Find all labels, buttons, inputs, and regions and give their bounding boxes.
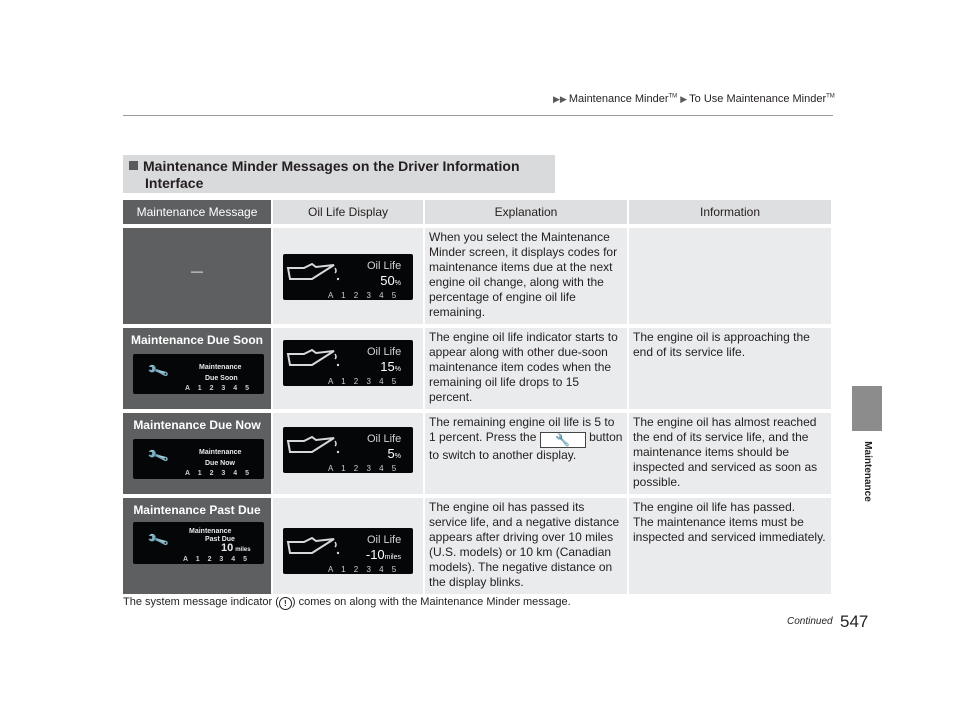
header-rule — [123, 115, 833, 116]
table-row — [123, 224, 833, 324]
information-cell: The engine oil has almost reached the end of its service life, and the maintenance items should be inspected and serviced as soon as possible. — [629, 409, 833, 494]
message-label: Maintenance Due Soon — [130, 333, 264, 347]
breadcrumb-separator-icon: ▶ — [680, 94, 688, 104]
maintenance-screen — [133, 354, 264, 394]
message-label: Maintenance Past Due — [133, 503, 261, 517]
maintenance-codes: A 1 2 3 4 5 — [328, 565, 400, 574]
screen-line2: Past Due — [205, 536, 235, 543]
table-row — [123, 409, 833, 494]
message-cell — [123, 494, 273, 594]
oil-life-unit: miles — [384, 554, 401, 561]
oil-life-cell — [273, 409, 425, 494]
bullet-square-icon — [129, 161, 138, 170]
wrench-icon: 🔧 — [146, 528, 171, 553]
continued-label: Continued — [787, 616, 833, 627]
screen-distance-value: 10 — [221, 542, 234, 554]
explanation-cell: When you select the Maintenance Minder screen, it displays codes for maintenance items due at the next engine oil change, along with the percentage of engine oil life remaining. — [425, 224, 629, 324]
maintenance-codes: A 1 2 3 4 5 — [185, 385, 252, 392]
trademark: TM — [826, 93, 835, 100]
table-row — [123, 494, 833, 594]
message-cell — [123, 224, 273, 324]
oil-life-title: Oil Life — [367, 260, 402, 272]
wrench-icon: 🔧 — [146, 444, 171, 469]
oil-life-title: Oil Life — [367, 346, 402, 358]
column-header-explanation: Explanation — [425, 200, 629, 224]
oil-can-icon — [286, 433, 342, 459]
message-cell — [123, 409, 273, 494]
note-text-before: The system message indicator ( — [123, 596, 279, 608]
oil-can-icon — [286, 260, 342, 286]
oil-life-number: 15 — [380, 359, 395, 374]
oil-life-number: 50 — [380, 273, 395, 288]
side-tab-text: Maintenance — [861, 440, 873, 502]
oil-can-icon — [286, 346, 342, 372]
maintenance-codes: A 1 2 3 4 5 — [185, 470, 252, 477]
maintenance-codes: A 1 2 3 4 5 — [328, 377, 400, 386]
screen-line1: Maintenance — [199, 364, 242, 371]
trademark: TM — [668, 93, 678, 100]
breadcrumb-part1[interactable]: Maintenance Minder — [568, 93, 669, 105]
oil-can-icon — [286, 534, 342, 560]
section-title-line2: Interface — [145, 175, 204, 191]
breadcrumb — [553, 93, 835, 105]
oil-life-cell — [273, 324, 425, 409]
explanation-text-part2: button to switch to another display. — [429, 430, 623, 462]
wrench-icon: 🔧 — [146, 359, 171, 384]
breadcrumb-arrow-icon: ▶▶ — [553, 94, 567, 104]
oil-life-display — [283, 528, 413, 574]
oil-life-unit: % — [394, 453, 401, 460]
page-number: 547 — [840, 612, 869, 631]
oil-life-display — [283, 340, 413, 386]
oil-life-unit: % — [394, 280, 401, 287]
information-cell: The engine oil is approaching the end of its service life. — [629, 324, 833, 409]
maintenance-codes: A 1 2 3 4 5 — [183, 556, 250, 563]
explanation-text-part1: The remaining engine oil life is 5 to 1 percent. Press the — [429, 415, 615, 444]
oil-life-number: 5 — [387, 446, 395, 461]
side-tab-marker[interactable] — [852, 386, 882, 431]
table-header-row — [123, 200, 833, 224]
column-header-oil-life: Oil Life Display — [273, 200, 425, 224]
maintenance-codes: A 1 2 3 4 5 — [328, 291, 400, 300]
maintenance-codes: A 1 2 3 4 5 — [328, 464, 400, 473]
section-title-line1: Maintenance Minder Messages on the Driver Information — [143, 158, 520, 174]
column-header-message: Maintenance Message — [123, 200, 273, 224]
information-cell — [629, 224, 833, 324]
information-line1: The engine oil life has passed. — [633, 500, 796, 514]
side-tab-label — [852, 436, 882, 506]
information-line2: The maintenance items must be inspected and serviced immediately. — [633, 515, 826, 544]
oil-life-display — [283, 427, 413, 473]
oil-life-unit: % — [394, 366, 401, 373]
information-cell — [629, 494, 833, 594]
system-message-note — [123, 596, 571, 610]
screen-line2: Due Soon — [205, 375, 238, 382]
oil-life-number: -10 — [365, 547, 385, 562]
screen-distance-unit: miles — [235, 547, 251, 553]
explanation-cell: The engine oil life indicator starts to appear along with other due-soon maintenance item codes when the remaining oil life drops to 15 percent. — [425, 324, 629, 409]
breadcrumb-part2[interactable]: To Use Maintenance Minder — [689, 93, 827, 105]
wrench-button-icon: 🔧 — [540, 432, 586, 448]
oil-life-title: Oil Life — [367, 433, 402, 445]
explanation-cell — [425, 409, 629, 494]
system-message-indicator-icon: ! — [279, 597, 292, 610]
maintenance-screen — [133, 522, 264, 564]
screen-line1: Maintenance — [199, 449, 242, 456]
explanation-cell: The engine oil has passed its service life, and a negative distance appears after driving over 10 miles (U.S. models) or 10 km (Canadian models). The negative distance on the display blinks. — [425, 494, 629, 594]
oil-life-display — [283, 254, 413, 300]
screen-line2: Due Now — [205, 460, 235, 467]
message-label: — — [191, 264, 203, 278]
oil-life-cell — [273, 224, 425, 324]
maintenance-messages-table — [123, 200, 833, 594]
oil-life-title: Oil Life — [367, 534, 402, 546]
message-cell — [123, 324, 273, 409]
screen-line1: Maintenance — [189, 528, 232, 535]
note-text-after: ) comes on along with the Maintenance Minder message. — [291, 596, 571, 608]
maintenance-screen — [133, 439, 264, 479]
message-label: Maintenance Due Now — [133, 418, 261, 432]
table-row — [123, 324, 833, 409]
oil-life-cell — [273, 494, 425, 594]
column-header-information: Information — [629, 200, 833, 224]
section-title — [123, 155, 555, 193]
